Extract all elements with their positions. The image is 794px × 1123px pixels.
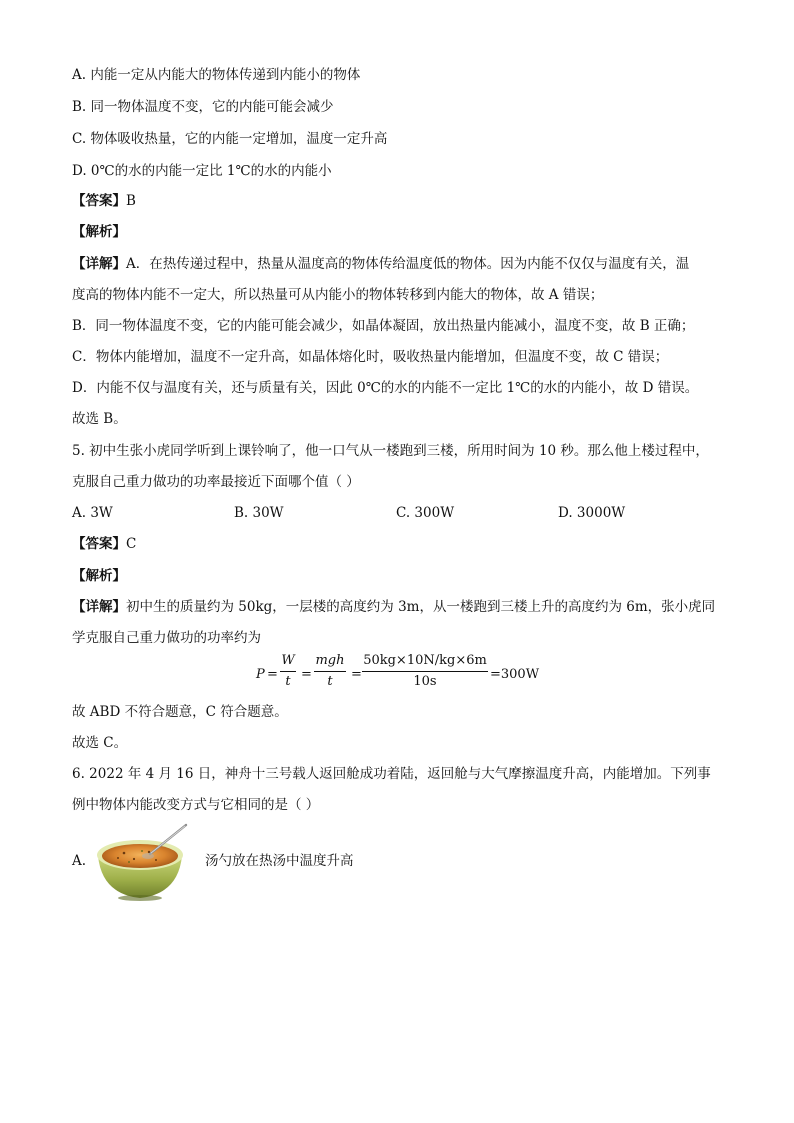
q6-stem-line-2: 例中物体内能改变方式与它相同的是（ ） bbox=[72, 797, 320, 813]
q5-stem-line-2: 克服自己重力做功的功率最接近下面哪个值（ ） bbox=[72, 474, 360, 490]
q5-option-c: C. 300W bbox=[396, 505, 455, 521]
q5-answer-line bbox=[72, 534, 136, 554]
q4-option-d: D. 0℃的水的内能一定比 1℃的水的内能小 bbox=[72, 163, 332, 179]
answer-label: 【答案】 bbox=[72, 193, 126, 209]
formula-frac-mgh-t: mgh t bbox=[315, 653, 345, 689]
q4-analysis-label: 【解析】 bbox=[72, 224, 126, 240]
q4-detail-line-5: D．内能不仅与温度有关，还与质量有关，因此 0℃的水的内能不一定比 1℃的水的内能小，故 D 错误。 bbox=[72, 380, 699, 396]
q4-detail-line-3: B．同一物体温度不变，它的内能可能会减少，如晶体凝固，放出热量内能减小，温度不变，故 B 正确； bbox=[72, 318, 695, 334]
formula-eq-2: = bbox=[301, 667, 312, 682]
soup-bowl-image bbox=[94, 822, 190, 902]
q4-option-b: B. 同一物体温度不变，它的内能可能会减少 bbox=[72, 99, 334, 115]
q6-option-a-caption: 汤勺放在热汤中温度升高 bbox=[205, 853, 354, 869]
q4-option-a: A. 内能一定从内能大的物体传递到内能小的物体 bbox=[72, 67, 361, 83]
detail-label: 【详解】 bbox=[72, 599, 126, 615]
q4-answer-line bbox=[72, 191, 136, 211]
q4-option-c: C. 物体吸收热量，它的内能一定增加，温度一定升高 bbox=[72, 131, 388, 147]
q5-detail-line-1: 【详解】初中生的质量约为 50kg，一层楼的高度约为 3m，从一楼跑到三楼上升的高度约为 6m，张小虎同 bbox=[72, 599, 716, 615]
q5-option-a: A. 3W bbox=[72, 505, 113, 521]
q4-conclusion: 故选 B。 bbox=[72, 411, 127, 427]
formula-eq-1: = bbox=[267, 667, 278, 682]
q5-option-d: D. 3000W bbox=[558, 505, 626, 521]
q6-stem-line-1: 6. 2022 年 4 月 16 日，神舟十三号载人返回舱成功着陆，返回舱与大气摩擦温度升高，内能增加。下列事 bbox=[72, 766, 711, 782]
q5-detail-line-2: 学克服自己重力做功的功率约为 bbox=[72, 630, 261, 646]
formula-frac-w-t: W t bbox=[281, 653, 295, 689]
formula-p: P bbox=[256, 667, 265, 682]
q6-option-a-label: A. bbox=[72, 853, 87, 869]
formula-result: =300W bbox=[490, 667, 540, 682]
q5-option-b: B. 30W bbox=[234, 505, 284, 521]
detail-label: 【详解】 bbox=[72, 256, 126, 272]
formula-eq-3: = bbox=[351, 667, 362, 682]
formula-frac-values: 50kg×10N/kg×6m 10s bbox=[363, 653, 487, 689]
q4-detail-line-4: C．物体内能增加，温度不一定升高，如晶体熔化时，吸收热量内能增加，但温度不变，故 C 错误； bbox=[72, 349, 669, 365]
answer-value: C bbox=[126, 536, 137, 552]
answer-label: 【答案】 bbox=[72, 536, 126, 552]
q4-detail-line-1: 【详解】A．在热传递过程中，热量从温度高的物体传给温度低的物体。因为内能不仅仅与温度有关，温 bbox=[72, 256, 690, 272]
answer-value: B bbox=[126, 193, 136, 209]
q5-stem-line-1: 5. 初中生张小虎同学听到上课铃响了，他一口气从一楼跑到三楼，所用时间为 10 秒。那么他上楼过程中， bbox=[72, 443, 709, 459]
q5-conclusion: 故选 C。 bbox=[72, 735, 128, 751]
q4-detail-line-2: 度高的物体内能不一定大，所以热量可从内能小的物体转移到内能大的物体，故 A 错误； bbox=[72, 287, 604, 303]
q5-detail-line-3: 故 ABD 不符合题意，C 符合题意。 bbox=[72, 704, 288, 720]
q5-analysis-label: 【解析】 bbox=[72, 568, 126, 584]
